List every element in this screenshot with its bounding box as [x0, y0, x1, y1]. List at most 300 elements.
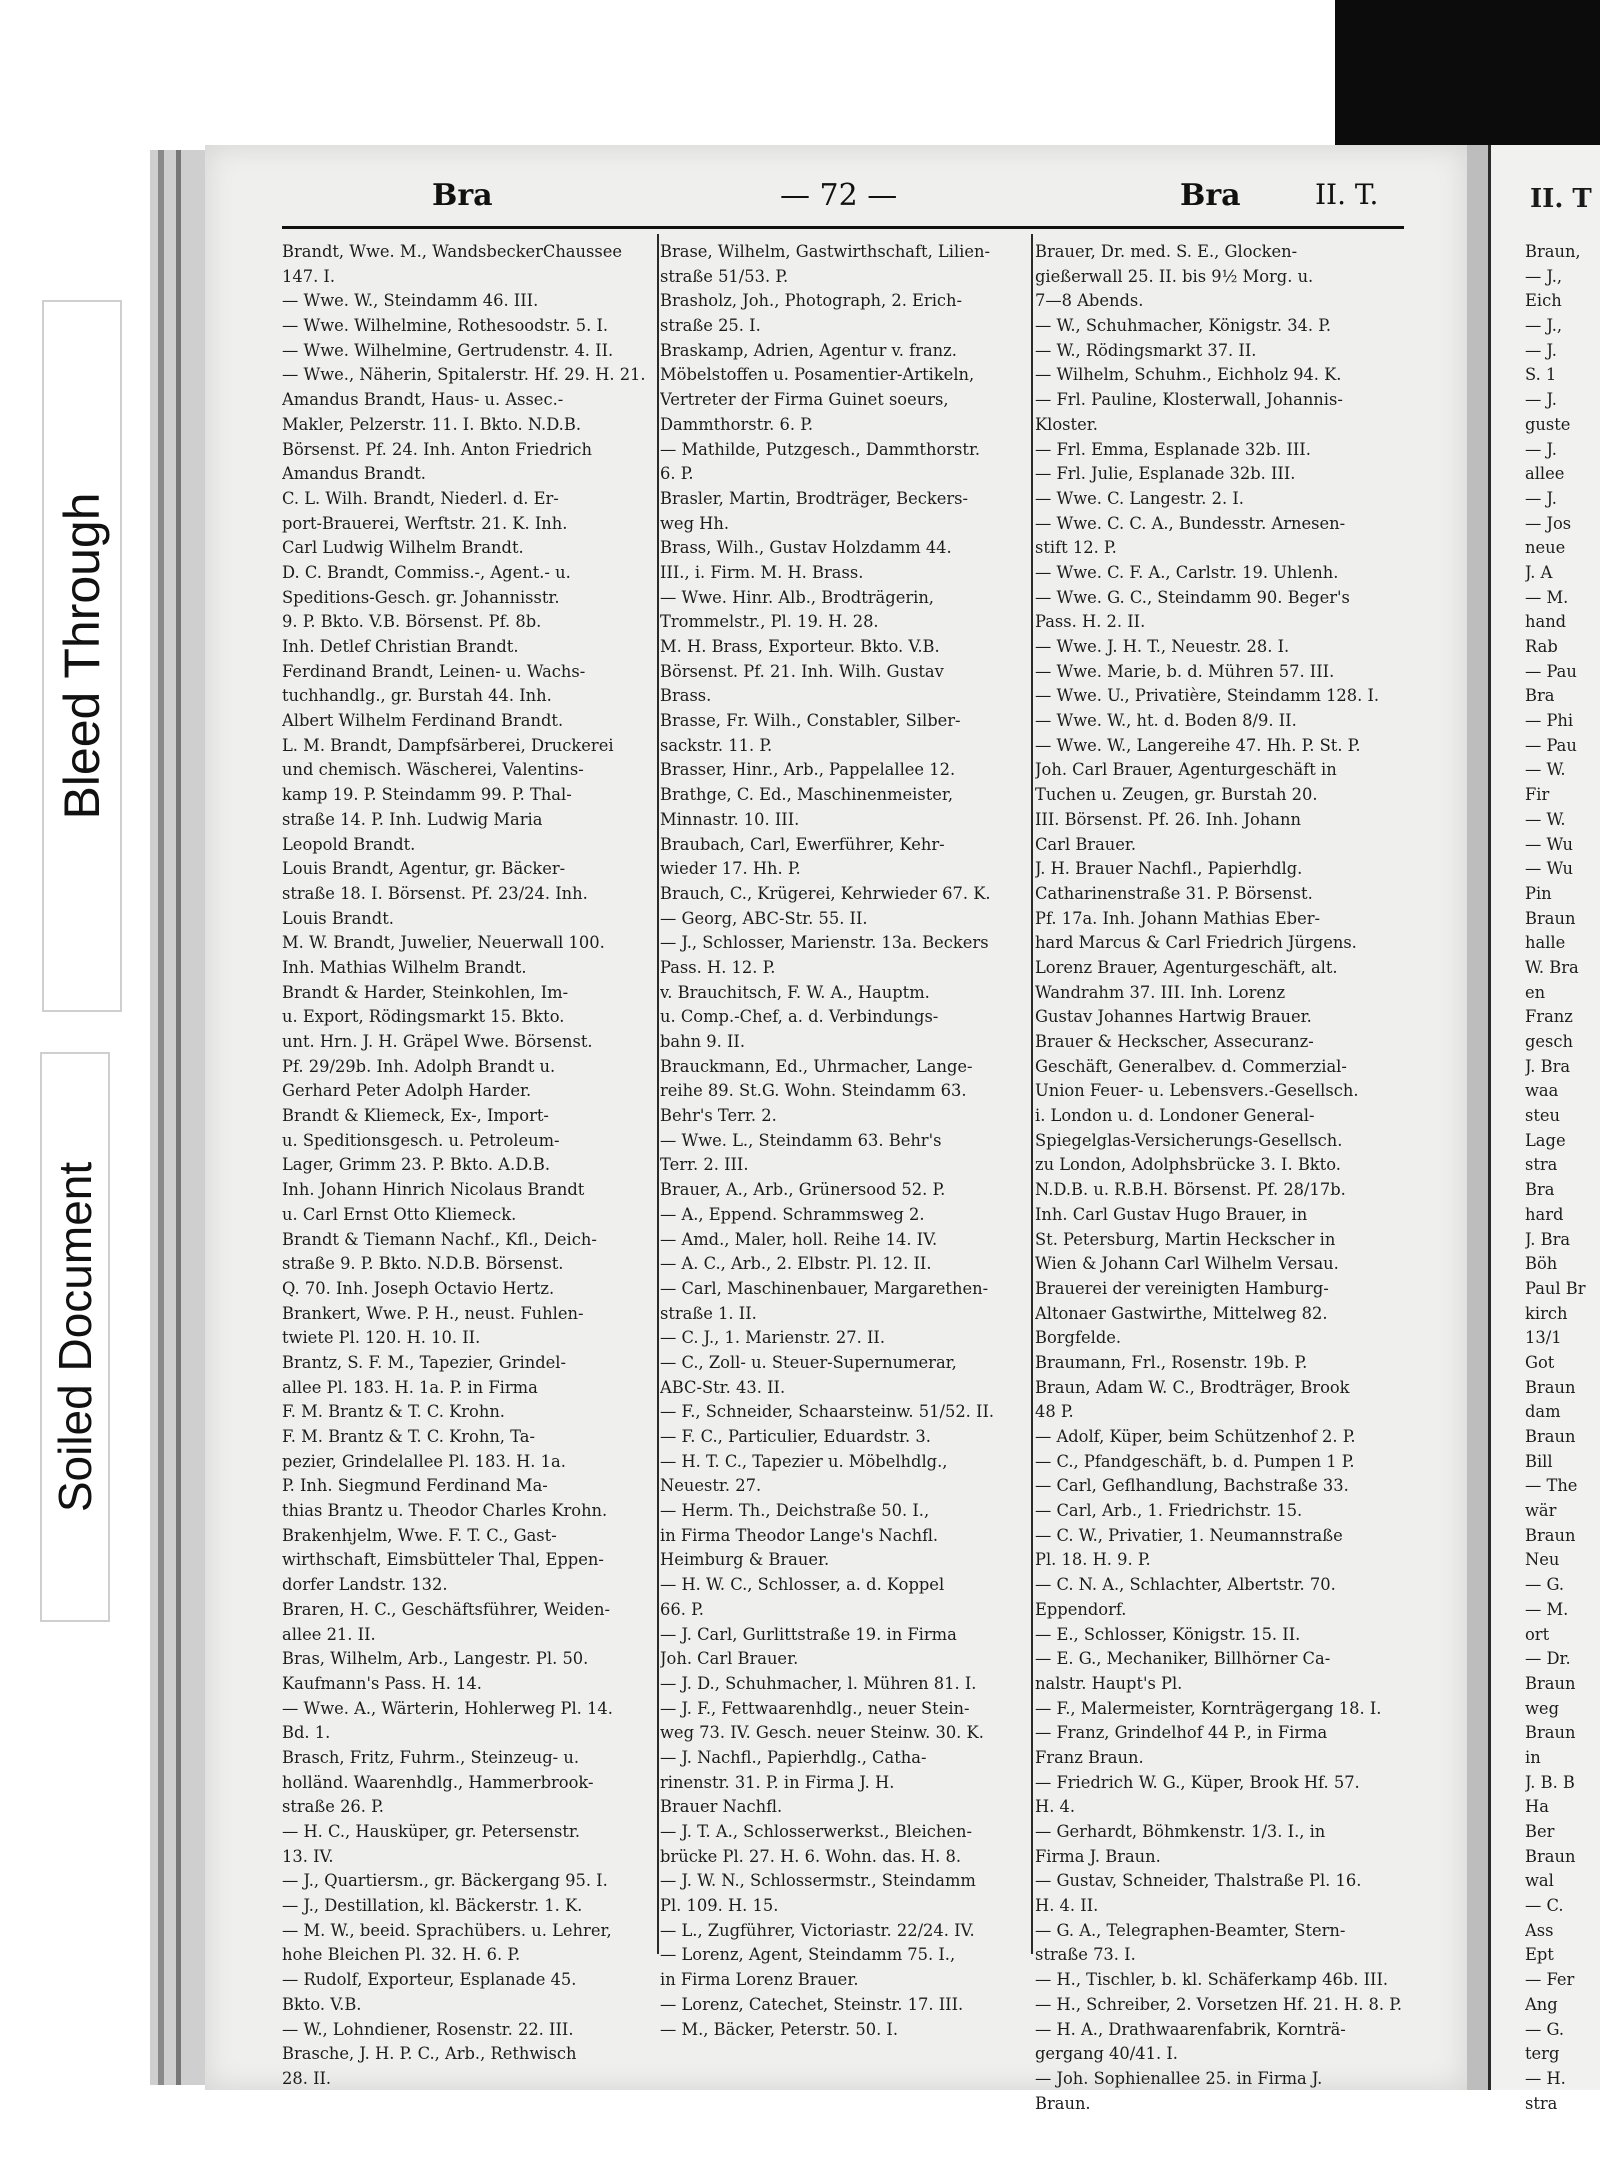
directory-line: — Frl. Julie, Esplanade 32b. III. — [1035, 464, 1296, 484]
directory-line: straße 18. I. Börsenst. Pf. 23/24. Inh. — [282, 883, 588, 903]
directory-line: — J. T. A., Schlosserwerkst., Bleichen- — [660, 1822, 972, 1841]
directory-line: Joh. Carl Brauer, Agenturgeschäft in — [1035, 760, 1337, 780]
directory-line: — Wwe. Wilhelmine, Rothesoodstr. 5. I. — [282, 316, 609, 336]
directory-line: kirch — [1525, 1303, 1568, 1323]
directory-line: Brauer, A., Arb., Grünersood 52. P. — [660, 1180, 946, 1200]
directory-line: Tuchen u. Zeugen, gr. Burstah 20. — [1035, 785, 1318, 805]
directory-line: Bra — [1525, 686, 1555, 706]
directory-line: — Wwe. W., Steindamm 46. III. — [282, 291, 539, 311]
directory-line: gergang 40/41. I. — [1035, 2044, 1178, 2064]
directory-line: Möbelstoffen u. Posamentier-Artikeln, — [660, 365, 975, 385]
directory-line: terg — [1525, 2044, 1560, 2064]
directory-line: Leopold Brandt. — [282, 834, 416, 854]
directory-line: — Wwe., Näherin, Spitalerstr. Hf. 29. H. 21. — [282, 365, 646, 385]
directory-line: — Wwe. A., Wärterin, Hohlerweg Pl. 14. — [282, 1698, 613, 1718]
directory-line: Fir — [1525, 785, 1550, 805]
directory-line: wieder 17. Hh. P. — [660, 859, 801, 879]
directory-line: — Carl, Arb., 1. Friedrichstr. 15. — [1035, 1501, 1303, 1521]
directory-line: — J. F., Fettwaarenhdlg., neuer Stein- — [660, 1698, 970, 1718]
directory-line: Bkto. V.B. — [282, 1994, 362, 2014]
directory-line: — Wu — [1525, 859, 1574, 879]
directory-line: Trommelstr., Pl. 19. H. 28. — [660, 612, 879, 632]
directory-line: 48 P. — [1035, 1402, 1074, 1422]
directory-line: hard Marcus & Carl Friedrich Jürgens. — [1035, 933, 1357, 953]
directory-line: waa — [1525, 1081, 1559, 1101]
directory-line: Bd. 1. — [282, 1723, 331, 1743]
directory-line: — Rudolf, Exporteur, Esplanade 45. — [282, 1970, 577, 1990]
directory-line: — J. Carl, Gurlittstraße 19. in Firma — [660, 1624, 957, 1644]
directory-line: Braun — [1525, 1723, 1576, 1743]
directory-line: und chemisch. Wäscherei, Valentins- — [282, 760, 584, 780]
column-divider-2 — [1031, 234, 1033, 1954]
directory-line: in Firma Lorenz Brauer. — [660, 1970, 859, 1990]
directory-line: — Carl, Geflhandlung, Bachstraße 33. — [1035, 1476, 1349, 1496]
header-right: Bra — [1180, 178, 1241, 213]
directory-line: — H. T. C., Tapezier u. Möbelhdlg., — [660, 1451, 948, 1471]
directory-line: — C., Zoll- u. Steuer-Supernumerar, — [660, 1352, 957, 1372]
directory-line: Braun — [1525, 1377, 1576, 1397]
directory-line: Braun — [1525, 1673, 1576, 1693]
directory-line: Brandt, Wwe. M., WandsbeckerChaussee — [282, 242, 622, 261]
directory-line: 9. P. Bkto. V.B. Börsenst. Pf. 8b. — [282, 612, 542, 632]
directory-line: 13. IV. — [282, 1846, 334, 1866]
directory-line: Ass — [1525, 1920, 1554, 1940]
directory-line: — Wwe. Marie, b. d. Mühren 57. III. — [1035, 661, 1335, 681]
bleed-through-label: Bleed Through — [42, 300, 122, 1012]
directory-line: Inh. Carl Gustav Hugo Brauer, in — [1035, 1204, 1308, 1224]
directory-line: nalstr. Haupt's Pl. — [1035, 1673, 1183, 1693]
directory-line: Böh — [1525, 1254, 1558, 1274]
directory-line: Altonaer Gastwirthe, Mittelweg 82. — [1035, 1303, 1328, 1323]
directory-line: dorfer Landstr. 132. — [282, 1575, 448, 1595]
directory-line: — Lorenz, Catechet, Steinstr. 17. III. — [660, 1994, 964, 2014]
directory-line: brücke Pl. 27. H. 6. Wohn. das. H. 8. — [660, 1846, 961, 1866]
directory-line: stra — [1525, 1155, 1558, 1175]
directory-line: allee Pl. 183. H. 1a. P. in Firma — [282, 1377, 538, 1397]
directory-line: — Pau — [1525, 661, 1577, 681]
directory-line: Pin — [1525, 883, 1552, 903]
directory-line: — Dr. — [1525, 1649, 1571, 1669]
directory-line: F. M. Brantz & T. C. Krohn, Ta- — [282, 1427, 535, 1446]
directory-line: — H. C., Hausküper, gr. Petersenstr. — [282, 1822, 581, 1841]
directory-line: — G. A., Telegraphen-Beamter, Stern- — [1035, 1920, 1346, 1940]
directory-line: — Wwe. C. F. A., Carlstr. 19. Uhlenh. — [1035, 562, 1339, 582]
directory-line: — H. — [1525, 2068, 1566, 2088]
directory-line: J. Bra — [1525, 1229, 1571, 1249]
directory-line: straße 51/53. P. — [660, 266, 789, 286]
directory-line: C. L. Wilh. Brandt, Niederl. d. Er- — [282, 488, 559, 508]
directory-line: Brandt & Kliemeck, Ex-, Import- — [282, 1106, 549, 1126]
directory-line: — C. J., 1. Marienstr. 27. II. — [660, 1328, 886, 1348]
directory-line: stift 12. P. — [1035, 538, 1117, 558]
directory-line: holländ. Waarenhdlg., Hammerbrook- — [282, 1772, 594, 1792]
column-divider-1 — [657, 234, 659, 1954]
directory-line: — G. — [1525, 1575, 1565, 1595]
directory-line: unt. Hrn. J. H. Gräpel Wwe. Börsenst. — [282, 1032, 593, 1051]
directory-line: — Wwe. L., Steindamm 63. Behr's — [660, 1130, 942, 1150]
directory-line: — Lorenz, Agent, Steindamm 75. I., — [660, 1945, 956, 1965]
directory-line: Brauch, C., Krügerei, Kehrwieder 67. K. — [660, 883, 991, 903]
directory-line: — W., Schuhmacher, Königstr. 34. P. — [1035, 316, 1332, 336]
directory-line: Gerhard Peter Adolph Harder. — [282, 1081, 532, 1101]
directory-line: — C. N. A., Schlachter, Albertstr. 70. — [1035, 1575, 1336, 1595]
directory-line: wal — [1525, 1871, 1554, 1891]
directory-line: Pf. 29/29b. Inh. Adolph Brandt u. — [282, 1056, 556, 1076]
directory-line: — Franz, Grindelhof 44 P., in Firma — [1035, 1723, 1328, 1743]
directory-line: Brakenhjelm, Wwe. F. T. C., Gast- — [282, 1525, 557, 1545]
directory-line: weg Hh. — [660, 513, 730, 533]
directory-line: in — [1525, 1747, 1541, 1767]
directory-line: Inh. Johann Hinrich Nicolaus Brandt — [282, 1180, 585, 1200]
directory-line: — Mathilde, Putzgesch., Dammthorstr. — [660, 439, 981, 459]
directory-line: — H. W. C., Schlosser, a. d. Koppel — [660, 1575, 945, 1595]
directory-line: Pl. 18. H. 9. P. — [1035, 1550, 1151, 1570]
directory-line: Speditions-Gesch. gr. Johannisstr. — [282, 587, 560, 607]
directory-line: Brathge, C. Ed., Maschinenmeister, — [660, 785, 954, 805]
directory-line: Braskamp, Adrien, Agentur v. franz. — [660, 340, 957, 360]
directory-line: Brauer, Dr. med. S. E., Glocken- — [1035, 242, 1298, 261]
directory-line: III., i. Firm. M. H. Brass. — [660, 562, 864, 582]
directory-line: — W., Lohndiener, Rosenstr. 22. III. — [282, 2019, 574, 2039]
directory-line: — J. W. N., Schlossermstr., Steindamm — [660, 1871, 976, 1891]
directory-line: hard — [1525, 1204, 1564, 1224]
directory-line: Carl Brauer. — [1035, 834, 1137, 854]
directory-line: — The — [1525, 1476, 1578, 1496]
directory-line: steu — [1525, 1106, 1561, 1126]
directory-line: Ha — [1525, 1797, 1549, 1817]
directory-line: straße 1. II. — [660, 1303, 757, 1323]
directory-line: Braumann, Frl., Rosenstr. 19b. P. — [1035, 1352, 1308, 1372]
directory-line: Neuestr. 27. — [660, 1476, 762, 1496]
directory-line: Braun — [1525, 908, 1576, 928]
directory-line: Borgfelde. — [1035, 1328, 1122, 1348]
directory-line: — E. G., Mechaniker, Billhörner Ca- — [1035, 1649, 1331, 1669]
directory-line: Heimburg & Brauer. — [660, 1550, 830, 1570]
directory-line: pezier, Grindelallee Pl. 183. H. 1a. — [282, 1451, 566, 1471]
directory-line: F. M. Brantz & T. C. Krohn. — [282, 1402, 505, 1422]
directory-line: — J., — [1525, 266, 1563, 286]
directory-line: Ber — [1525, 1822, 1555, 1841]
directory-line: Brankert, Wwe. P. H., neust. Fuhlen- — [282, 1303, 584, 1323]
directory-line: weg — [1525, 1698, 1559, 1718]
directory-line: Brandt & Harder, Steinkohlen, Im- — [282, 982, 569, 1002]
directory-line: — H., Schreiber, 2. Vorsetzen Hf. 21. H. 8. P. — [1035, 1994, 1403, 2014]
directory-line: — F., Malermeister, Kornträgergang 18. I. — [1035, 1698, 1382, 1718]
directory-line: Pass. H. 2. II. — [1035, 612, 1146, 632]
directory-line: M. W. Brandt, Juwelier, Neuerwall 100. — [282, 933, 605, 953]
directory-line: Ferdinand Brandt, Leinen- u. Wachs- — [282, 661, 586, 681]
directory-line: D. C. Brandt, Commiss.-, Agent.- u. — [282, 562, 571, 582]
directory-line: Braren, H. C., Geschäftsführer, Weiden- — [282, 1599, 610, 1619]
directory-line: Carl Ludwig Wilhelm Brandt. — [282, 538, 524, 558]
directory-line: Q. 70. Inh. Joseph Octavio Hertz. — [282, 1278, 555, 1298]
directory-line: stra — [1525, 2093, 1558, 2113]
directory-line: allee — [1525, 464, 1565, 484]
directory-line: — Carl, Maschinenbauer, Margarethen- — [660, 1278, 989, 1298]
directory-line: straße 14. P. Inh. Ludwig Maria — [282, 809, 543, 829]
directory-line: v. Brauchitsch, F. W. A., Hauptm. — [660, 982, 930, 1002]
directory-line: Behr's Terr. 2. — [660, 1106, 777, 1126]
directory-line: S. 1 — [1525, 365, 1557, 385]
directory-line: — Wwe. Wilhelmine, Gertrudenstr. 4. II. — [282, 340, 614, 360]
directory-line: 66. P. — [660, 1599, 704, 1619]
directory-line: Braun, Adam W. C., Brodträger, Brook — [1035, 1377, 1350, 1397]
directory-line: H. 4. — [1035, 1797, 1076, 1817]
directory-line: u. Speditionsgesch. u. Petroleum- — [282, 1130, 560, 1150]
directory-line: — Wwe. J. H. T., Neuestr. 28. I. — [1035, 637, 1290, 656]
book-page-stack — [150, 150, 213, 2085]
directory-line: kamp 19. P. Steindamm 99. P. Thal- — [282, 785, 572, 805]
directory-column-1 — [282, 240, 654, 2092]
directory-line: port-Brauerei, Werftstr. 21. K. Inh. — [282, 513, 568, 533]
directory-line: — C. W., Privatier, 1. Neumannstraße — [1035, 1525, 1343, 1545]
directory-line: Rab — [1525, 637, 1558, 656]
directory-line: Amandus Brandt, Haus- u. Assec.- — [282, 390, 564, 410]
header-left: Bra — [432, 178, 493, 213]
directory-line: Bra — [1525, 1180, 1555, 1200]
directory-line: — Phi — [1525, 711, 1574, 731]
directory-line: — J. — [1525, 439, 1557, 459]
directory-line: — Wwe. W., Langereihe 47. Hh. P. St. P. — [1035, 735, 1361, 755]
directory-line: Inh. Detlef Christian Brandt. — [282, 637, 519, 656]
directory-line: — E., Schlosser, Königstr. 15. II. — [1035, 1624, 1301, 1644]
directory-line: Brauer Nachfl. — [660, 1797, 783, 1817]
directory-line: wär — [1525, 1501, 1557, 1521]
directory-line: en — [1525, 982, 1546, 1002]
directory-line: Geschäft, Generalbev. d. Commerzial- — [1035, 1056, 1347, 1076]
directory-line: Spiegelglas-Versicherungs-Gesellsch. — [1035, 1130, 1343, 1150]
directory-column-2 — [660, 240, 1028, 2042]
directory-line: weg 73. IV. Gesch. neuer Steinw. 30. K. — [660, 1723, 984, 1743]
directory-line: Brase, Wilhelm, Gastwirthschaft, Lilien- — [660, 242, 990, 261]
directory-line: — A. C., Arb., 2. Elbstr. Pl. 12. II. — [660, 1254, 932, 1274]
directory-line: — J. D., Schuhmacher, l. Mühren 81. I. — [660, 1673, 977, 1693]
directory-line: — J., Quartiersm., gr. Bäckergang 95. I. — [282, 1871, 608, 1891]
directory-line: — W. — [1525, 809, 1566, 829]
scan-dark-edge — [1335, 0, 1600, 145]
directory-line: sackstr. 11. P. — [660, 735, 773, 755]
directory-line: Kloster. — [1035, 414, 1098, 434]
next-page-header: II. T — [1530, 184, 1592, 214]
directory-line: allee 21. II. — [282, 1624, 376, 1644]
directory-line: Terr. 2. III. — [660, 1155, 749, 1175]
directory-line: J. H. Brauer Nachfl., Papierhdlg. — [1035, 859, 1303, 879]
directory-line: ABC-Str. 43. II. — [660, 1377, 786, 1397]
directory-line: tuchhandlg., gr. Burstah 44. Inh. — [282, 686, 552, 706]
directory-line: gesch — [1525, 1032, 1574, 1051]
directory-line: Brasser, Hinr., Arb., Pappelallee 12. — [660, 760, 956, 780]
directory-column-3 — [1035, 240, 1407, 2116]
directory-line: bahn 9. II. — [660, 1032, 746, 1051]
directory-line: — J. Nachfl., Papierhdlg., Catha- — [660, 1747, 927, 1767]
directory-line: Braun — [1525, 1427, 1576, 1446]
directory-line: Lorenz Brauer, Agenturgeschäft, alt. — [1035, 957, 1338, 977]
directory-line: III. Börsenst. Pf. 26. Inh. Johann — [1035, 809, 1301, 829]
directory-line: Brauer & Heckscher, Assecuranz- — [1035, 1032, 1314, 1051]
directory-line: — Joh. Sophienallee 25. in Firma J. — [1035, 2068, 1323, 2088]
directory-line: N.D.B. u. R.B.H. Börsenst. Pf. 28/17b. — [1035, 1180, 1346, 1200]
directory-line: Brasch, Fritz, Fuhrm., Steinzeug- u. — [282, 1747, 580, 1767]
directory-line: thias Brantz u. Theodor Charles Krohn. — [282, 1501, 608, 1521]
directory-line: — J. — [1525, 390, 1557, 410]
directory-line: — W. — [1525, 760, 1566, 780]
header-section: II. T. — [1315, 178, 1379, 211]
directory-line: — Wwe. C. C. A., Bundesstr. Arnesen- — [1035, 513, 1346, 533]
directory-line: — Gerhardt, Böhmkenstr. 1/3. I., in — [1035, 1822, 1326, 1841]
directory-line: Gustav Johannes Hartwig Brauer. — [1035, 1007, 1312, 1027]
directory-line: — Wwe. Hinr. Alb., Brodträgerin, — [660, 587, 934, 607]
directory-line: St. Petersburg, Martin Heckscher in — [1035, 1229, 1336, 1249]
directory-line: twiete Pl. 120. H. 10. II. — [282, 1328, 481, 1348]
directory-line: Louis Brandt, Agentur, gr. Bäcker- — [282, 859, 566, 879]
directory-line: Ang — [1525, 1994, 1558, 2014]
directory-line: — C., Pfandgeschäft, b. d. Pumpen 1 P. — [1035, 1451, 1355, 1471]
directory-line: — Wwe. G. C., Steindamm 90. Beger's — [1035, 587, 1350, 607]
directory-line: — M., Bäcker, Peterstr. 50. I. — [660, 2019, 899, 2039]
directory-line: J. B. B — [1525, 1772, 1575, 1792]
directory-line: u. Export, Rödingsmarkt 15. Bkto. — [282, 1007, 565, 1027]
directory-line: Brasche, J. H. P. C., Arb., Rethwisch — [282, 2044, 577, 2064]
directory-line: 147. I. — [282, 266, 336, 286]
directory-line: Makler, Pelzerstr. 11. I. Bkto. N.D.B. — [282, 414, 581, 434]
directory-line: Börsenst. Pf. 24. Inh. Anton Friedrich — [282, 439, 593, 459]
directory-line: Albert Wilhelm Ferdinand Brandt. — [282, 711, 564, 731]
directory-line: — C. — [1525, 1896, 1564, 1916]
directory-line: ort — [1525, 1624, 1550, 1644]
directory-line: Minnastr. 10. III. — [660, 809, 800, 829]
directory-line: reihe 89. St.G. Wohn. Steindamm 63. — [660, 1081, 967, 1101]
directory-line: wirthschaft, Eimsbütteler Thal, Eppen- — [282, 1550, 604, 1570]
directory-line: i. London u. d. Londoner General- — [1035, 1106, 1315, 1126]
directory-line: — J. — [1525, 488, 1557, 508]
directory-line: — Wwe. C. Langestr. 2. I. — [1035, 488, 1244, 508]
directory-line: Brasholz, Joh., Photograph, 2. Erich- — [660, 291, 963, 311]
directory-line: — Amd., Maler, holl. Reihe 14. IV. — [660, 1229, 938, 1249]
directory-line: Brasler, Martin, Brodträger, Beckers- — [660, 488, 969, 508]
directory-line: Brass. — [660, 686, 712, 706]
directory-line: dam — [1525, 1402, 1561, 1422]
directory-line: Bras, Wilhelm, Arb., Langestr. Pl. 50. — [282, 1649, 589, 1669]
directory-line: guste — [1525, 414, 1571, 434]
directory-line: Pl. 109. H. 15. — [660, 1896, 779, 1916]
directory-line: Wandrahm 37. III. Inh. Lorenz — [1035, 982, 1286, 1002]
directory-line: in Firma Theodor Lange's Nachfl. — [660, 1525, 939, 1545]
directory-line: Franz Braun. — [1035, 1747, 1144, 1767]
directory-line: — Pau — [1525, 735, 1577, 755]
directory-line: Pf. 17a. Inh. Johann Mathias Eber- — [1035, 908, 1321, 928]
directory-line: Union Feuer- u. Lebensvers.-Gesellsch. — [1035, 1081, 1359, 1101]
directory-line: — Fer — [1525, 1970, 1575, 1990]
directory-line: — J. — [1525, 340, 1557, 360]
directory-line: W. Bra — [1525, 957, 1579, 977]
directory-line: L. M. Brandt, Dampfsärberei, Druckerei — [282, 735, 614, 755]
directory-line: 6. P. — [660, 464, 694, 484]
directory-line: — A., Eppend. Schrammsweg 2. — [660, 1204, 925, 1224]
directory-line: Lager, Grimm 23. P. Bkto. A.D.B. — [282, 1155, 551, 1175]
directory-line: Franz — [1525, 1007, 1573, 1027]
directory-line: — Wilhelm, Schuhm., Eichholz 94. K. — [1035, 365, 1342, 385]
directory-line: J. Bra — [1525, 1056, 1571, 1076]
directory-line: Eppendorf. — [1035, 1599, 1127, 1619]
directory-line: Louis Brandt. — [282, 908, 394, 928]
book-gutter — [1467, 145, 1488, 2090]
directory-line: Pass. H. 12. P. — [660, 957, 776, 977]
directory-line: — Georg, ABC-Str. 55. II. — [660, 908, 868, 928]
directory-line: Dammthorstr. 6. P. — [660, 414, 814, 434]
directory-line: Vertreter der Firma Guinet soeurs, — [660, 390, 949, 410]
header-rule — [282, 226, 1404, 229]
directory-line: hohe Bleichen Pl. 32. H. 6. P. — [282, 1945, 521, 1965]
directory-line: Got — [1525, 1352, 1555, 1372]
directory-line: Braun — [1525, 1525, 1576, 1545]
directory-line: rinenstr. 31. P. in Firma J. H. — [660, 1772, 895, 1792]
directory-line: — Gustav, Schneider, Thalstraße Pl. 16. — [1035, 1871, 1362, 1891]
directory-line: gießerwall 25. II. bis 9½ Morg. u. — [1035, 266, 1314, 286]
directory-line: — Herm. Th., Deichstraße 50. I., — [660, 1501, 930, 1521]
directory-line: — L., Zugführer, Victoriastr. 22/24. IV. — [660, 1920, 975, 1940]
directory-line: Amandus Brandt. — [282, 464, 426, 484]
directory-line: Brass, Wilh., Gustav Holzdamm 44. — [660, 538, 952, 558]
directory-line: M. H. Brass, Exporteur. Bkto. V.B. — [660, 637, 940, 656]
directory-line: u. Carl Ernst Otto Kliemeck. — [282, 1204, 517, 1224]
directory-line: Bill — [1525, 1451, 1553, 1471]
directory-line: Braun, — [1525, 242, 1581, 261]
directory-line: Lage — [1525, 1130, 1566, 1150]
directory-line: Neu — [1525, 1550, 1560, 1570]
directory-line: — Adolf, Küper, beim Schützenhof 2. P. — [1035, 1427, 1356, 1446]
directory-line: zu London, Adolphsbrücke 3. I. Bkto. — [1035, 1155, 1341, 1175]
directory-line: — J., Destillation, kl. Bäckerstr. 1. K. — [282, 1896, 583, 1916]
directory-line: — Friedrich W. G., Küper, Brook Hf. 57. — [1035, 1772, 1360, 1792]
directory-line: Braun — [1525, 1846, 1576, 1866]
directory-line: Paul Br — [1525, 1278, 1586, 1298]
directory-line: Kaufmann's Pass. H. 14. — [282, 1673, 482, 1693]
directory-line: H. 4. II. — [1035, 1896, 1099, 1916]
directory-line: J. A — [1525, 562, 1553, 582]
directory-line: — W., Rödingsmarkt 37. II. — [1035, 340, 1257, 360]
soiled-document-label: Soiled Document — [40, 1052, 110, 1622]
directory-line: u. Comp.-Chef, a. d. Verbindungs- — [660, 1007, 939, 1027]
directory-line: — F., Schneider, Schaarsteinw. 51/52. II. — [660, 1402, 995, 1422]
directory-line: — F. C., Particulier, Eduardstr. 3. — [660, 1427, 931, 1446]
directory-line: halle — [1525, 933, 1566, 953]
directory-line: — J., — [1525, 316, 1563, 336]
directory-line: straße 25. I. — [660, 316, 761, 336]
directory-line: — H. A., Drathwaarenfabrik, Kornträ- — [1035, 2019, 1346, 2039]
directory-line: Eich — [1525, 291, 1562, 311]
directory-line: Brasse, Fr. Wilh., Constabler, Silber- — [660, 711, 961, 731]
directory-line: Börsenst. Pf. 21. Inh. Wilh. Gustav — [660, 661, 944, 681]
directory-line: Joh. Carl Brauer. — [660, 1649, 799, 1669]
directory-line: Braun. — [1035, 2093, 1091, 2113]
directory-line: Brauerei der vereinigten Hamburg- — [1035, 1278, 1329, 1298]
directory-line: Brauckmann, Ed., Uhrmacher, Lange- — [660, 1056, 973, 1076]
directory-line: — Frl. Emma, Esplanade 32b. III. — [1035, 439, 1311, 459]
directory-line: Braubach, Carl, Ewerführer, Kehr- — [660, 834, 945, 854]
directory-line: hand — [1525, 612, 1567, 632]
directory-line: Inh. Mathias Wilhelm Brandt. — [282, 957, 527, 977]
directory-line: Catharinenstraße 31. P. Börsenst. — [1035, 883, 1313, 903]
directory-line: 13/1 — [1525, 1328, 1562, 1348]
directory-line: — J., Schlosser, Marienstr. 13a. Beckers — [660, 933, 989, 953]
directory-line: — M. — [1525, 1599, 1569, 1619]
directory-line: — Wu — [1525, 834, 1574, 854]
directory-line: — Frl. Pauline, Klosterwall, Johannis- — [1035, 390, 1343, 410]
directory-line: — H., Tischler, b. kl. Schäferkamp 46b. III. — [1035, 1970, 1389, 1990]
page-number: — 72 — — [780, 178, 898, 213]
directory-line: straße 9. P. Bkto. N.D.B. Börsenst. — [282, 1254, 564, 1274]
directory-line: Brantz, S. F. M., Tapezier, Grindel- — [282, 1352, 567, 1372]
